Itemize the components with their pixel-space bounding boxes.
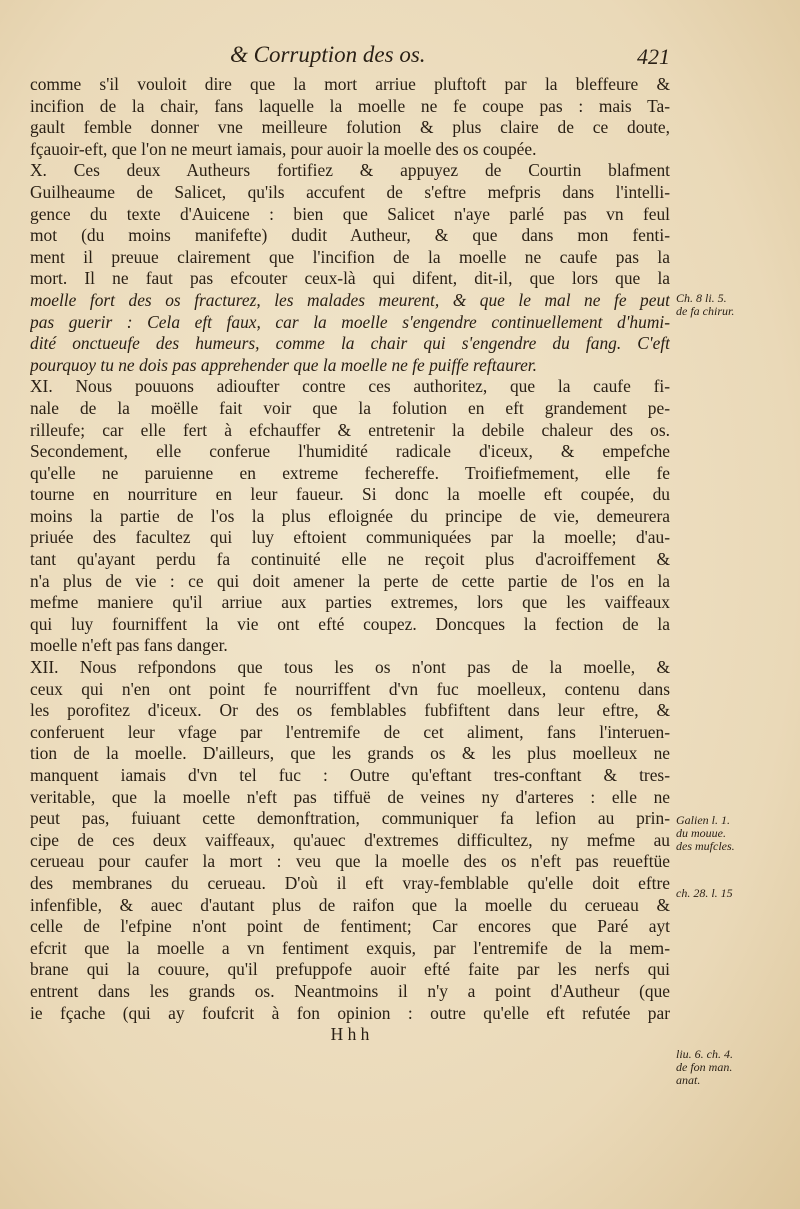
quote-line: moelle fort des os fracturez, les malades meurent, & que le mal ne fe peut (30, 289, 670, 310)
body-text (30, 74, 670, 1046)
text-line: manquent iamais d'vn tel fuc : Outre qu'eftant tres-conftant & tres- (30, 765, 670, 785)
margin-note (676, 887, 794, 900)
text-line: qu'elle ne paruienne en extreme fechereffe. Troifiefmement, elle fe (30, 462, 670, 483)
text-line: peut pas, fuiuant cette demonftration, communiquer fa lefion au prin- (30, 808, 670, 829)
text-line: qui luy fourniffent la vie ont efté coupez. Doncques la fection de la (30, 613, 670, 634)
margin-note-line: liu. 6. ch. 4. (676, 1047, 733, 1061)
paragraph-x-start: X. Ces deux Autheurs fortifiez & appuyez de Courtin blafment (30, 160, 670, 181)
text-line: les porofitez d'iceux. Or des os femblables fubfiftent dans leur eftre, & (30, 700, 670, 721)
text-line: comme s'il vouloit dire que la mort arriue pluftoft par la bleffeure & (30, 74, 670, 94)
margin-note-line: Ch. 8 li. 5. (676, 291, 727, 305)
text-line: tant qu'ayant perdu fa continuité elle ne reçoit plus d'acroiffement & (30, 549, 670, 570)
quote-line: pas guerir : Cela eft faux, car la moelle s'engendre continuellement d'humi- (30, 311, 670, 332)
text-line: veritable, que la moelle n'eft pas tiffuë de veines ny d'arteres : elle ne (30, 786, 670, 807)
page-number: 421 (637, 44, 670, 69)
text-line: ie fçache (qui ay foufcrit à fon opinion : outre qu'elle eft refutée par (30, 1002, 670, 1023)
paragraph-xii-start: XII. Nous refpondons que tous les os n'ont pas de la moelle, & (30, 657, 670, 678)
margin-note-line: de fa chirur. (676, 304, 735, 318)
text-line: efcrit que la moelle a vn fentiment exquis, par l'entremife de la mem- (30, 937, 670, 958)
text-line: nale de la moëlle fait voir que la folution en eft grandement pe- (30, 397, 670, 418)
text-line: conferuent leur vfage par l'entremife de cet aliment, fans l'interuen- (30, 721, 670, 742)
text-line: priuée des facultez qui luy eftoient communiquées par la moelle; d'au- (30, 527, 670, 548)
margin-note (676, 292, 794, 318)
text-line: entrent dans les grands os. Neantmoins il n'y a point d'Autheur (que (30, 980, 670, 1001)
text-line: ment il preuue clairement que l'incifion de la moelle ne caufe pas la (30, 246, 670, 267)
margin-note-line: du mouue. (676, 826, 726, 840)
margin-note-line: de fon man. (676, 1060, 733, 1074)
text-line: mort. Il ne faut pas efcouter ceux-là qui difent, dit-il, que lors que la (30, 268, 670, 289)
paragraph-xi-start: XI. Nous pouuons adioufter contre ces authoritez, que la caufe fi- (30, 376, 670, 397)
margin-note-line: ch. 28. l. 15 (676, 886, 733, 900)
page-header (30, 42, 670, 76)
text-line: brane qui la couure, qu'il prefuppofe auoir efté faite par les nerfs qui (30, 959, 670, 980)
text-line: gault femble donner vne meilleure folution & plus claire de ce doute, (30, 117, 670, 138)
margin-note-line: des mufcles. (676, 839, 735, 853)
text-line: ceux qui n'en ont point fe nourriffent d'vn fuc moelleux, contenu dans (30, 678, 670, 699)
text-line: moelle n'eft pas fans danger. (30, 635, 228, 656)
text-line: mot (du moins manifefte) dudit Autheur, & que dans mon fenti- (30, 225, 670, 246)
quote-line: dité onctueufe des humeurs, comme la chair qui s'engendre du fang. C'eft (30, 333, 670, 354)
text-line: Secondement, elle conferue l'humidité radicale d'iceux, & empefche (30, 441, 670, 462)
margin-note (676, 814, 794, 853)
text-line: infenfible, & auec d'autant plus de raifon que la moelle du cerueau & (30, 894, 670, 915)
text-line: tourne en nourriture en leur faueur. Si donc la moelle eft coupée, du (30, 484, 670, 505)
quote-line: pourquoy tu ne dois pas apprehender que la moelle ne fe puiffe reftaurer. (30, 354, 537, 375)
text-line: Guilheaume de Salicet, qu'ils accufent de s'eftre mefpris dans l'intelli- (30, 181, 670, 202)
margin-note-line: Galien l. 1. (676, 813, 730, 827)
text-line: celle de l'efpine n'ont point de fentiment; Car encores que Paré ayt (30, 916, 670, 937)
text-line: rilleufe; car elle fert à efchauffer & entretenir la debile chaleur des os. (30, 419, 670, 440)
text-line: cipe de ces deux vaiffeaux, qu'auec d'extremes difficultez, ny mefme au (30, 829, 670, 850)
text-line: moins la partie de l'os la plus efloignée du principe de vie, demeurera (30, 505, 670, 526)
text-line: fçauoir-eft, que l'on ne meurt iamais, pour auoir la moelle des os coupée. (30, 138, 537, 159)
text-line: des membranes du cerueau. D'où il eft vray-femblable qu'elle doit eftre (30, 872, 670, 893)
margin-note-line: anat. (676, 1073, 701, 1087)
text-line: gence du texte d'Auicene : bien que Salicet n'aye parlé pas vn feul (30, 203, 670, 224)
margin-note (676, 1048, 794, 1087)
signature-mark: H h h (330, 1024, 370, 1045)
text-line: incifion de la chair, fans laquelle la moelle ne fe coupe pas : mais Ta- (30, 95, 670, 116)
text-line: mefme maniere qu'il arriue aux parties extremes, lors que les vaiffeaux (30, 592, 670, 613)
text-line: cerueau pour caufer la mort : veu que la moelle des os n'eft pas reueftüe (30, 851, 670, 872)
running-title: & Corruption des os. (230, 42, 426, 67)
text-line: tion de la moelle. D'ailleurs, que les grands os & les plus moelleux ne (30, 743, 670, 764)
text-line: n'a plus de vie : ce qui doit amener la perte de cette partie de l'os en la (30, 570, 670, 591)
